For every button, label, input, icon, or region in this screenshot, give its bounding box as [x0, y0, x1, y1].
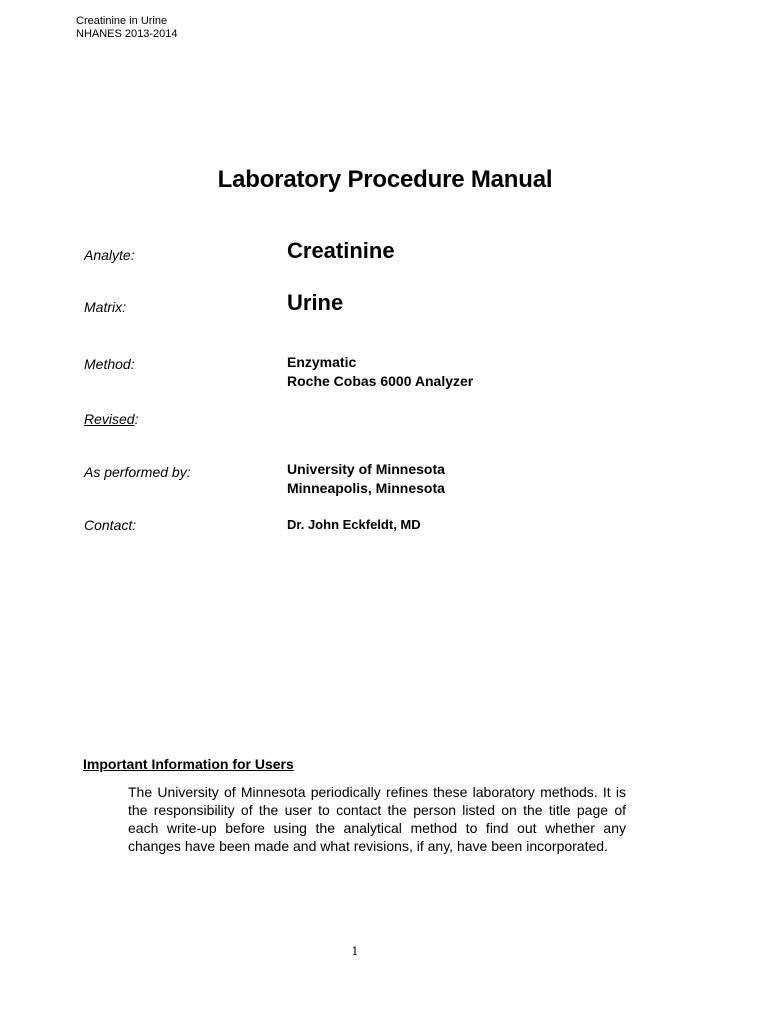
page-title: Laboratory Procedure Manual	[217, 166, 553, 193]
revised-label-text: Revised	[84, 411, 135, 427]
contact-value: Dr. John Eckfeldt, MD	[287, 517, 421, 532]
performed-by-value-line1: University of Minnesota	[287, 461, 445, 477]
method-label: Method:	[84, 356, 135, 372]
header-document-title: Creatinine in Urine	[76, 15, 168, 27]
revised-label-colon: :	[134, 411, 139, 427]
method-value-line1: Enzymatic	[287, 354, 357, 370]
header-survey-cycle: NHANES 2013-2014	[76, 28, 178, 40]
matrix-label: Matrix:	[84, 299, 126, 315]
analyte-value: Creatinine	[287, 238, 395, 263]
revised-label	[84, 410, 138, 428]
page-number: 1	[351, 945, 359, 958]
performed-by-label: As performed by:	[84, 464, 191, 480]
important-info-heading: Important Information for Users	[83, 756, 294, 772]
matrix-value: Urine	[287, 290, 344, 315]
method-value-line2: Roche Cobas 6000 Analyzer	[287, 373, 474, 389]
contact-label: Contact:	[84, 517, 137, 533]
important-info-body: The University of Minnesota periodically refines these laboratory methods. It is the responsibility of the user to contact the person listed on the title page of each write-up before using the analytical method to find out whether any changes have been made and what revisions, if any, have been incorporated.	[128, 784, 626, 854]
analyte-label: Analyte:	[84, 247, 135, 263]
performed-by-value-line2: Minneapolis, Minnesota	[287, 480, 445, 496]
